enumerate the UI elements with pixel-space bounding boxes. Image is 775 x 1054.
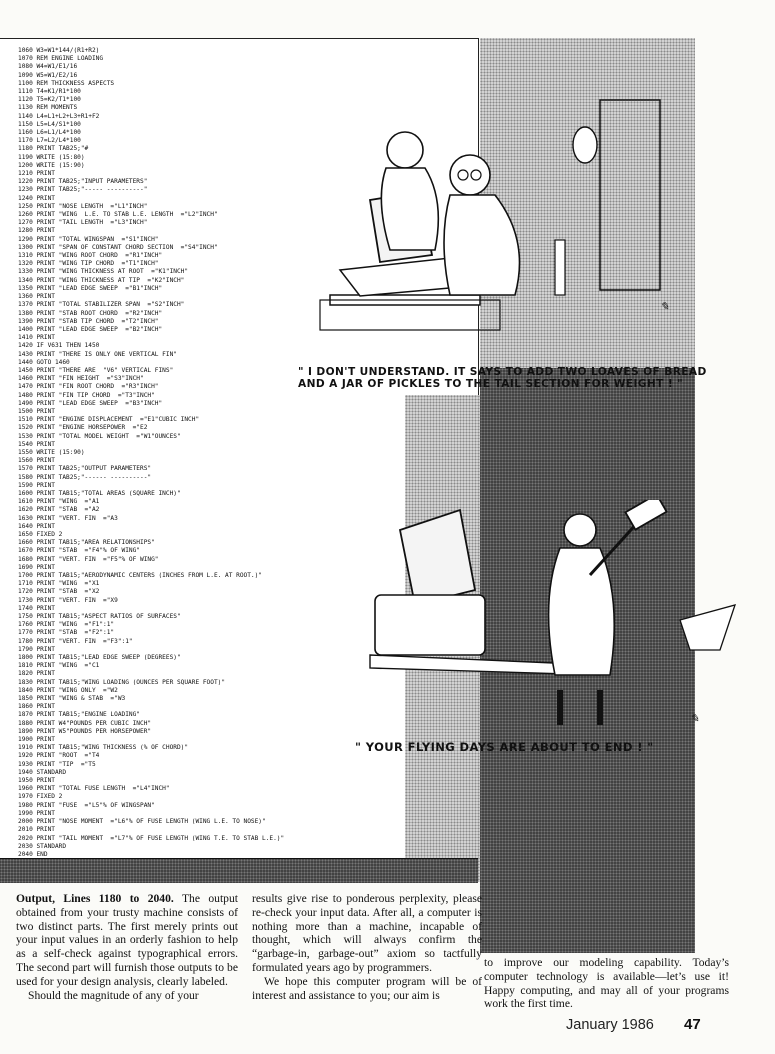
- cartoon-caption-1-line2: AND A JAR OF PICKLES TO THE TAIL SECTION FOR WEIGHT ! ": [298, 378, 684, 390]
- man-right-head: [450, 155, 490, 195]
- basic-program-listing: 1060 W3=W1*144/(R1+R2) 1070 REM ENGINE LOADING 1080 W4=W1/E1/16 1090 W5=W1/E2/16 1100 REM THICKNESS ASPECTS 1110 T4=K1/R1*100 1120 T5=K2/T1*100 1130 REM MOMENTS 1140 L4=L1+L2+L3+R1+F2 1150 L5=L4/S1*100 1160 L6=L1/L4*100 1170 L7=L2/L4*100 1180 PRINT TAB25;"# 1190 WRITE (15:80) 1200 WRITE (15:90) 1210 PRINT 1220 PRINT TAB25;"INPUT PARAMETERS" 1230 PRINT TAB25;"----- ----------" 1240 PRINT 1250 PRINT "NOSE LENGTH ="L1"INCH" 1260 PRINT "WING L.E. TO STAB L.E. LENGTH ="L2"INCH" 1270 PRINT "TAIL LENGTH ="L3"INCH" 1280 PRINT 1290 PRINT "TOTAL WINGSPAN ="S1"INCH" 1300 PRINT "SPAN OF CONSTANT CHORD SECTION ="S4"INCH" 1310 PRINT "WING ROOT CHORD ="R1"INCH" 1320 PRINT "WING TIP CHORD ="T1"INCH" 1330 PRINT "WING THICKNESS AT ROOT ="K1"INCH" 1340 PRINT "WING THICKNESS AT TIP ="K2"INCH" 1350 PRINT "LEAD EDGE SWEEP ="B1"INCH" 1360 PRINT 1370 PRINT "TOTAL STABILIZER SPAN ="S2"INCH" 1380 PRINT "STAB ROOT CHORD ="R2"INCH" 1390 PRINT "STAB TIP CHORD ="T2"INCH" 1400 PRINT "LEAD EDGE SWEEP ="B2"INCH" 1410 PRINT 1420 IF V631 THEN 1450 1430 PRINT "THERE IS ONLY ONE VERTICAL FIN" 1440 GOTO 1460 1450 PRINT "THERE ARE "V6" VERTICAL FINS" 1460 PRINT "FIN HEIGHT ="S3"INCH" 1470 PRINT "FIN ROOT CHORD ="R3"INCH" 1480 PRINT "FIN TIP CHORD ="T3"INCH" 1490 PRINT "LEAD EDGE SWEEP ="B3"INCH" 1500 PRINT 1510 PRINT "ENGINE DISPLACEMENT ="E1"CUBIC INCH" 1520 PRINT "ENGINE HORSEPOWER ="E2 1530 PRINT "TOTAL MODEL WEIGHT ="W1"OUNCES" 1540 PRINT 1550 WRITE (15:90) 1560 PRINT 1570 PRINT TAB25;"OUTPUT PARAMETERS" 1580 PRINT TAB25;"------ ----------" 1590 PRINT 1600 PRINT TAB15;"TOTAL AREAS (SQUARE INCH)" 1610 PRINT "WING ="A1 1620 PRINT "STAB ="A2 1630 PRINT "VERT. FIN ="A3 1640 PRINT 1650 FIXED 2 1660 PRINT TAB15;"AREA RELATIONSHIPS" 1670 PRINT "STAB ="F4"% OF WING" 1680 PRINT "VERT. FIN ="F5"% OF WING" 1690 PRINT 1700 PRINT TAB15;"AERODYNAMIC CENTERS (INCHES FROM L.E. AT ROOT.)" 1710 PRINT "WING ="X1 1720 PRINT "STAB ="X2 1730 PRINT "VERT. FIN ="X9 1740 PRINT 1750 PRINT TAB15;"ASPECT RATIOS OF SURFACES" 1760 PRINT "WING ="F1":1" 1770 PRINT "STAB ="F2":1" 1780 PRINT "VERT. FIN ="F3":1" 1790 PRINT 1800 PRINT TAB15;"LEAD EDGE SWEEP (DEGREES)" 1810 PRINT "WING ="C1 1820 PRINT 1830 PRINT TAB15;"WING LOADING (OUNCES PER SQUARE FOOT)" 1840 PRINT "WING ONLY ="W2 1850 PRINT "WING & STAB ="W3 1860 PRINT 1870 PRINT TAB15;"ENGINE LOADING" 1880 PRINT W4"POUNDS PER CUBIC INCH" 1890 PRINT W5"POUNDS PER HORSEPOWER" 1900 PRINT 1910 PRINT TAB15;"WING THICKNESS (% OF CHORD)" 1920 PRINT "ROOT ="T4 1930 PRINT "TIP ="T5 1940 STANDARD 1950 PRINT 1960 PRINT "TOTAL FUSE LENGTH ="L4"INCH" 1970 FIXED 2 1980 PRINT "FUSE ="L5"% OF WINGSPAN" 1990 PRINT 2000 PRINT "NOSE MOMENT ="L6"% OF FUSE LENGTH (WING L.E. TO NOSE)" 2010 PRINT 2020 PRINT "TAIL MOMENT ="L7"% OF FUSE LENGTH (WING T.E. TO STAB L.E.)" 2030 STANDARD 2040 END: [18, 47, 285, 858]
- section-heading: Output, Lines 1180 to 2040.: [16, 892, 174, 905]
- article-column-1: [16, 892, 238, 1002]
- monitor-tilted: [400, 510, 475, 605]
- man-right-body: [444, 195, 520, 295]
- peeking-face: [573, 127, 597, 163]
- hammer-head: [625, 500, 666, 530]
- man-left-head: [387, 132, 423, 168]
- cartoon-caption-1-line1: " I DON'T UNDERSTAND. IT SAYS TO ADD TWO LOAVES OF BREAD: [298, 366, 707, 378]
- cartoon-hammer-illustration: [360, 500, 750, 730]
- artist-signature-1: ✎: [660, 300, 670, 313]
- article-paragraph: results give rise to ponderous perplexity, please re-check your input data. After all, a computer is nothing more than a machine, incapable of thought, which will always confirm the “garbage-in, garbage-out” axiom so tactfully formulated years ago by programmers.: [252, 892, 482, 974]
- article-paragraph: Output, Lines 1180 to 2040. The output obtained from your trusty machine consists of two distinct parts. The first merely prints out your input values in an orderly fashion to help as a self-check against typographical errors. The second part will furnish those outputs to be used for your design analysis, clearly labeled.: [16, 892, 238, 988]
- hammer-man-body: [549, 548, 615, 675]
- bottle: [555, 240, 565, 295]
- cartoon-caption-2: " YOUR FLYING DAYS ARE ABOUT TO END ! ": [355, 740, 654, 754]
- article-column-3: [484, 956, 729, 1011]
- article-column-2: [252, 892, 482, 1002]
- issue-date: January 1986: [566, 1017, 654, 1033]
- man-left-body: [381, 168, 438, 250]
- page-number: 47: [684, 1016, 701, 1033]
- cartoon-caption-1: [298, 366, 728, 390]
- artist-signature-2: ✎: [690, 712, 700, 725]
- computer-base: [375, 595, 485, 655]
- halftone-band-bottom: [0, 858, 478, 883]
- article-paragraph: We hope this computer program will be of interest and assistance to you; our aim is: [252, 974, 482, 1002]
- doorway: [600, 100, 660, 290]
- cartoon-computer-users-illustration: [300, 90, 695, 390]
- article-paragraph: Should the magnitude of any of your: [28, 988, 199, 1002]
- article-paragraph: to improve our modeling capability. Today’s computer technology is available—let’s use it! Happy computing, and may all of your programs work the first time.: [484, 956, 729, 1011]
- broken-model-plane: [680, 605, 735, 650]
- hammer-man-head: [564, 514, 596, 546]
